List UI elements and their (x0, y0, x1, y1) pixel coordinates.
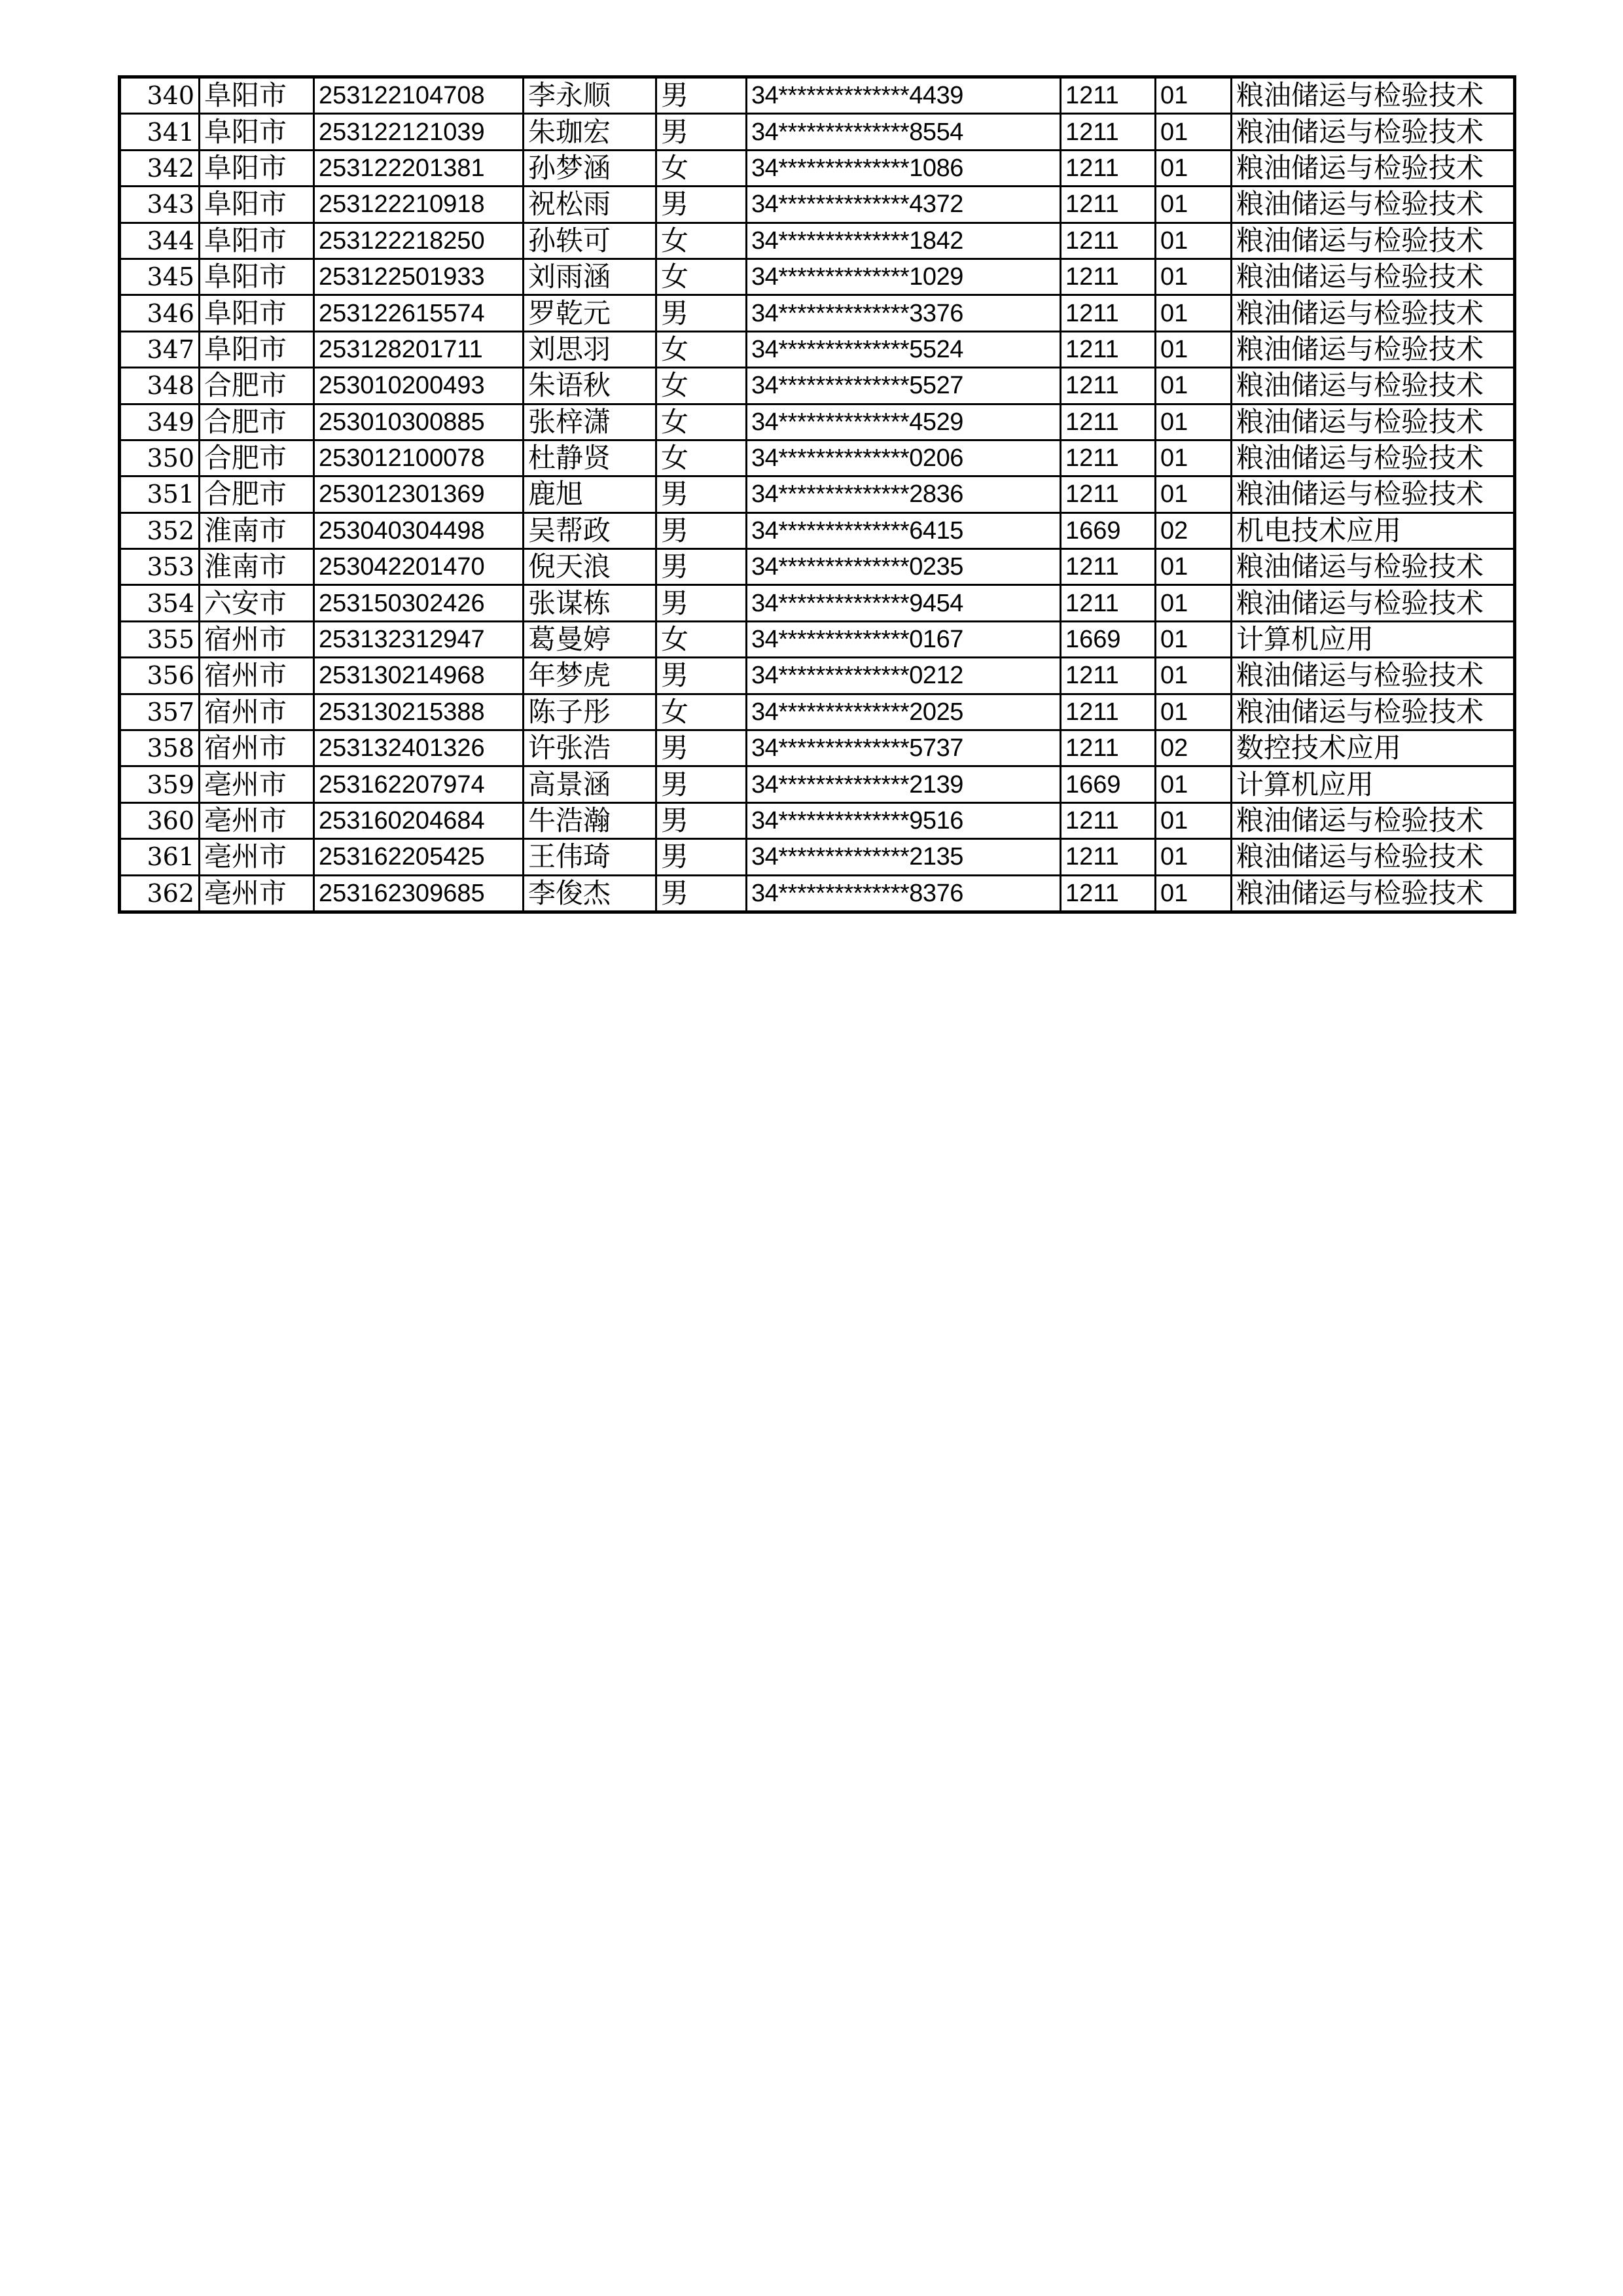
student-name-cell: 朱珈宏 (524, 114, 656, 150)
table-row (120, 187, 1515, 223)
row-number: 343 (120, 187, 200, 223)
id-number-cell: 34**************0235 (747, 549, 1061, 585)
school-code-cell: 1211 (1061, 404, 1156, 440)
row-number: 358 (120, 730, 200, 766)
student-name-cell: 李永顺 (524, 77, 656, 114)
row-number: 351 (120, 476, 200, 512)
row-number: 344 (120, 223, 200, 259)
row-number: 360 (120, 802, 200, 838)
major-code-cell: 01 (1156, 802, 1232, 838)
major-code-cell: 01 (1156, 114, 1232, 150)
roster-body (120, 77, 1515, 912)
table-row (120, 77, 1515, 114)
table-row (120, 150, 1515, 186)
city-cell: 阜阳市 (200, 114, 314, 150)
row-number: 352 (120, 512, 200, 548)
student-name-cell: 孙梦涵 (524, 150, 656, 186)
exam-number-cell: 253122201381 (314, 150, 524, 186)
gender-cell: 男 (656, 730, 747, 766)
exam-number-cell: 253150302426 (314, 585, 524, 621)
major-code-cell: 01 (1156, 77, 1232, 114)
table-row (120, 331, 1515, 367)
major-code-cell: 01 (1156, 585, 1232, 621)
row-number: 340 (120, 77, 200, 114)
major-name-cell: 计算机应用 (1232, 621, 1515, 657)
student-name-cell: 张谋栋 (524, 585, 656, 621)
row-number: 361 (120, 839, 200, 875)
table-row (120, 875, 1515, 912)
major-code-cell: 01 (1156, 658, 1232, 694)
table-row (120, 512, 1515, 548)
student-name-cell: 张梓潇 (524, 404, 656, 440)
id-number-cell: 34**************1086 (747, 150, 1061, 186)
id-number-cell: 34**************2025 (747, 694, 1061, 730)
table-row (120, 549, 1515, 585)
table-row (120, 368, 1515, 404)
school-code-cell: 1211 (1061, 839, 1156, 875)
table-row (120, 658, 1515, 694)
city-cell: 阜阳市 (200, 295, 314, 331)
exam-number-cell: 253128201711 (314, 331, 524, 367)
school-code-cell: 1211 (1061, 585, 1156, 621)
major-code-cell: 01 (1156, 259, 1232, 295)
gender-cell: 男 (656, 802, 747, 838)
id-number-cell: 34**************1029 (747, 259, 1061, 295)
student-name-cell: 牛浩瀚 (524, 802, 656, 838)
student-name-cell: 王伟琦 (524, 839, 656, 875)
major-code-cell: 01 (1156, 766, 1232, 802)
school-code-cell: 1211 (1061, 658, 1156, 694)
student-name-cell: 葛曼婷 (524, 621, 656, 657)
table-row (120, 839, 1515, 875)
row-number: 349 (120, 404, 200, 440)
major-name-cell: 粮油储运与检验技术 (1232, 259, 1515, 295)
gender-cell: 女 (656, 331, 747, 367)
id-number-cell: 34**************4529 (747, 404, 1061, 440)
exam-number-cell: 253042201470 (314, 549, 524, 585)
school-code-cell: 1211 (1061, 802, 1156, 838)
major-name-cell: 粮油储运与检验技术 (1232, 658, 1515, 694)
gender-cell: 女 (656, 368, 747, 404)
id-number-cell: 34**************1842 (747, 223, 1061, 259)
major-name-cell: 粮油储运与检验技术 (1232, 295, 1515, 331)
id-number-cell: 34**************8376 (747, 875, 1061, 912)
major-name-cell: 粮油储运与检验技术 (1232, 694, 1515, 730)
exam-number-cell: 253012301369 (314, 476, 524, 512)
school-code-cell: 1211 (1061, 150, 1156, 186)
major-name-cell: 粮油储运与检验技术 (1232, 476, 1515, 512)
major-name-cell: 机电技术应用 (1232, 512, 1515, 548)
student-name-cell: 鹿旭 (524, 476, 656, 512)
major-name-cell: 粮油储运与检验技术 (1232, 77, 1515, 114)
gender-cell: 女 (656, 621, 747, 657)
gender-cell: 男 (656, 512, 747, 548)
school-code-cell: 1211 (1061, 440, 1156, 476)
student-name-cell: 许张浩 (524, 730, 656, 766)
id-number-cell: 34**************2135 (747, 839, 1061, 875)
major-code-cell: 01 (1156, 694, 1232, 730)
school-code-cell: 1211 (1061, 223, 1156, 259)
exam-number-cell: 253130214968 (314, 658, 524, 694)
gender-cell: 男 (656, 187, 747, 223)
row-number: 347 (120, 331, 200, 367)
table-row (120, 766, 1515, 802)
student-name-cell: 陈子彤 (524, 694, 656, 730)
row-number: 342 (120, 150, 200, 186)
student-name-cell: 李俊杰 (524, 875, 656, 912)
major-code-cell: 01 (1156, 476, 1232, 512)
gender-cell: 男 (656, 114, 747, 150)
id-number-cell: 34**************9516 (747, 802, 1061, 838)
major-name-cell: 粮油储运与检验技术 (1232, 802, 1515, 838)
major-code-cell: 02 (1156, 512, 1232, 548)
table-row (120, 114, 1515, 150)
table-row (120, 223, 1515, 259)
row-number: 350 (120, 440, 200, 476)
exam-number-cell: 253012100078 (314, 440, 524, 476)
city-cell: 合肥市 (200, 404, 314, 440)
id-number-cell: 34**************5527 (747, 368, 1061, 404)
exam-number-cell: 253122218250 (314, 223, 524, 259)
id-number-cell: 34**************0167 (747, 621, 1061, 657)
school-code-cell: 1211 (1061, 295, 1156, 331)
id-number-cell: 34**************0212 (747, 658, 1061, 694)
exam-number-cell: 253010200493 (314, 368, 524, 404)
gender-cell: 男 (656, 875, 747, 912)
city-cell: 阜阳市 (200, 259, 314, 295)
gender-cell: 男 (656, 766, 747, 802)
table-row (120, 694, 1515, 730)
student-name-cell: 杜静贤 (524, 440, 656, 476)
id-number-cell: 34**************3376 (747, 295, 1061, 331)
exam-number-cell: 253010300885 (314, 404, 524, 440)
row-number: 354 (120, 585, 200, 621)
id-number-cell: 34**************4439 (747, 77, 1061, 114)
city-cell: 宿州市 (200, 694, 314, 730)
city-cell: 亳州市 (200, 875, 314, 912)
major-code-cell: 01 (1156, 549, 1232, 585)
city-cell: 亳州市 (200, 766, 314, 802)
student-name-cell: 刘雨涵 (524, 259, 656, 295)
gender-cell: 男 (656, 476, 747, 512)
row-number: 346 (120, 295, 200, 331)
major-code-cell: 01 (1156, 295, 1232, 331)
row-number: 357 (120, 694, 200, 730)
gender-cell: 女 (656, 440, 747, 476)
major-code-cell: 01 (1156, 621, 1232, 657)
gender-cell: 男 (656, 839, 747, 875)
school-code-cell: 1669 (1061, 512, 1156, 548)
city-cell: 六安市 (200, 585, 314, 621)
exam-number-cell: 253132401326 (314, 730, 524, 766)
id-number-cell: 34**************2836 (747, 476, 1061, 512)
id-number-cell: 34**************4372 (747, 187, 1061, 223)
table-row (120, 404, 1515, 440)
table-row (120, 621, 1515, 657)
school-code-cell: 1211 (1061, 187, 1156, 223)
exam-number-cell: 253130215388 (314, 694, 524, 730)
exam-number-cell: 253040304498 (314, 512, 524, 548)
major-code-cell: 01 (1156, 150, 1232, 186)
city-cell: 阜阳市 (200, 223, 314, 259)
row-number: 362 (120, 875, 200, 912)
student-name-cell: 高景涵 (524, 766, 656, 802)
major-name-cell: 粮油储运与检验技术 (1232, 875, 1515, 912)
student-name-cell: 吴帮政 (524, 512, 656, 548)
student-name-cell: 年梦虎 (524, 658, 656, 694)
city-cell: 宿州市 (200, 621, 314, 657)
row-number: 356 (120, 658, 200, 694)
major-name-cell: 数控技术应用 (1232, 730, 1515, 766)
major-name-cell: 粮油储运与检验技术 (1232, 368, 1515, 404)
exam-number-cell: 253122104708 (314, 77, 524, 114)
gender-cell: 男 (656, 585, 747, 621)
student-name-cell: 罗乾元 (524, 295, 656, 331)
student-name-cell: 祝松雨 (524, 187, 656, 223)
table-row (120, 585, 1515, 621)
major-name-cell: 粮油储运与检验技术 (1232, 440, 1515, 476)
gender-cell: 男 (656, 549, 747, 585)
major-code-cell: 01 (1156, 187, 1232, 223)
student-name-cell: 孙轶可 (524, 223, 656, 259)
city-cell: 亳州市 (200, 839, 314, 875)
major-name-cell: 粮油储运与检验技术 (1232, 549, 1515, 585)
major-code-cell: 01 (1156, 404, 1232, 440)
city-cell: 阜阳市 (200, 187, 314, 223)
school-code-cell: 1211 (1061, 875, 1156, 912)
major-name-cell: 粮油储运与检验技术 (1232, 585, 1515, 621)
school-code-cell: 1211 (1061, 114, 1156, 150)
major-code-cell: 01 (1156, 839, 1232, 875)
row-number: 345 (120, 259, 200, 295)
major-name-cell: 粮油储运与检验技术 (1232, 839, 1515, 875)
major-name-cell: 粮油储运与检验技术 (1232, 223, 1515, 259)
gender-cell: 男 (656, 295, 747, 331)
major-name-cell: 粮油储运与检验技术 (1232, 404, 1515, 440)
gender-cell: 女 (656, 404, 747, 440)
major-code-cell: 01 (1156, 223, 1232, 259)
major-name-cell: 计算机应用 (1232, 766, 1515, 802)
exam-number-cell: 253122615574 (314, 295, 524, 331)
id-number-cell: 34**************6415 (747, 512, 1061, 548)
id-number-cell: 34**************9454 (747, 585, 1061, 621)
table-row (120, 476, 1515, 512)
exam-number-cell: 253122210918 (314, 187, 524, 223)
table-row (120, 802, 1515, 838)
city-cell: 亳州市 (200, 802, 314, 838)
exam-number-cell: 253122121039 (314, 114, 524, 150)
id-number-cell: 34**************2139 (747, 766, 1061, 802)
id-number-cell: 34**************8554 (747, 114, 1061, 150)
major-name-cell: 粮油储运与检验技术 (1232, 331, 1515, 367)
city-cell: 阜阳市 (200, 331, 314, 367)
city-cell: 宿州市 (200, 658, 314, 694)
school-code-cell: 1211 (1061, 331, 1156, 367)
exam-number-cell: 253162309685 (314, 875, 524, 912)
city-cell: 阜阳市 (200, 150, 314, 186)
student-name-cell: 倪天浪 (524, 549, 656, 585)
id-number-cell: 34**************0206 (747, 440, 1061, 476)
id-number-cell: 34**************5737 (747, 730, 1061, 766)
row-number: 355 (120, 621, 200, 657)
exam-number-cell: 253122501933 (314, 259, 524, 295)
gender-cell: 男 (656, 658, 747, 694)
table-row (120, 440, 1515, 476)
exam-number-cell: 253132312947 (314, 621, 524, 657)
city-cell: 淮南市 (200, 549, 314, 585)
school-code-cell: 1211 (1061, 476, 1156, 512)
gender-cell: 女 (656, 223, 747, 259)
exam-number-cell: 253160204684 (314, 802, 524, 838)
row-number: 341 (120, 114, 200, 150)
school-code-cell: 1669 (1061, 766, 1156, 802)
school-code-cell: 1211 (1061, 77, 1156, 114)
major-code-cell: 02 (1156, 730, 1232, 766)
exam-number-cell: 253162205425 (314, 839, 524, 875)
roster-table (118, 75, 1516, 914)
major-name-cell: 粮油储运与检验技术 (1232, 187, 1515, 223)
school-code-cell: 1669 (1061, 621, 1156, 657)
school-code-cell: 1211 (1061, 730, 1156, 766)
row-number: 359 (120, 766, 200, 802)
school-code-cell: 1211 (1061, 259, 1156, 295)
gender-cell: 男 (656, 77, 747, 114)
major-name-cell: 粮油储运与检验技术 (1232, 114, 1515, 150)
table-row (120, 259, 1515, 295)
exam-number-cell: 253162207974 (314, 766, 524, 802)
row-number: 348 (120, 368, 200, 404)
city-cell: 合肥市 (200, 368, 314, 404)
student-name-cell: 朱语秋 (524, 368, 656, 404)
school-code-cell: 1211 (1061, 549, 1156, 585)
gender-cell: 女 (656, 694, 747, 730)
student-name-cell: 刘思羽 (524, 331, 656, 367)
major-name-cell: 粮油储运与检验技术 (1232, 150, 1515, 186)
table-row (120, 295, 1515, 331)
city-cell: 宿州市 (200, 730, 314, 766)
city-cell: 淮南市 (200, 512, 314, 548)
city-cell: 合肥市 (200, 476, 314, 512)
major-code-cell: 01 (1156, 368, 1232, 404)
row-number: 353 (120, 549, 200, 585)
gender-cell: 女 (656, 150, 747, 186)
major-code-cell: 01 (1156, 440, 1232, 476)
id-number-cell: 34**************5524 (747, 331, 1061, 367)
table-row (120, 730, 1515, 766)
school-code-cell: 1211 (1061, 368, 1156, 404)
city-cell: 阜阳市 (200, 77, 314, 114)
major-code-cell: 01 (1156, 331, 1232, 367)
school-code-cell: 1211 (1061, 694, 1156, 730)
gender-cell: 女 (656, 259, 747, 295)
city-cell: 合肥市 (200, 440, 314, 476)
major-code-cell: 01 (1156, 875, 1232, 912)
